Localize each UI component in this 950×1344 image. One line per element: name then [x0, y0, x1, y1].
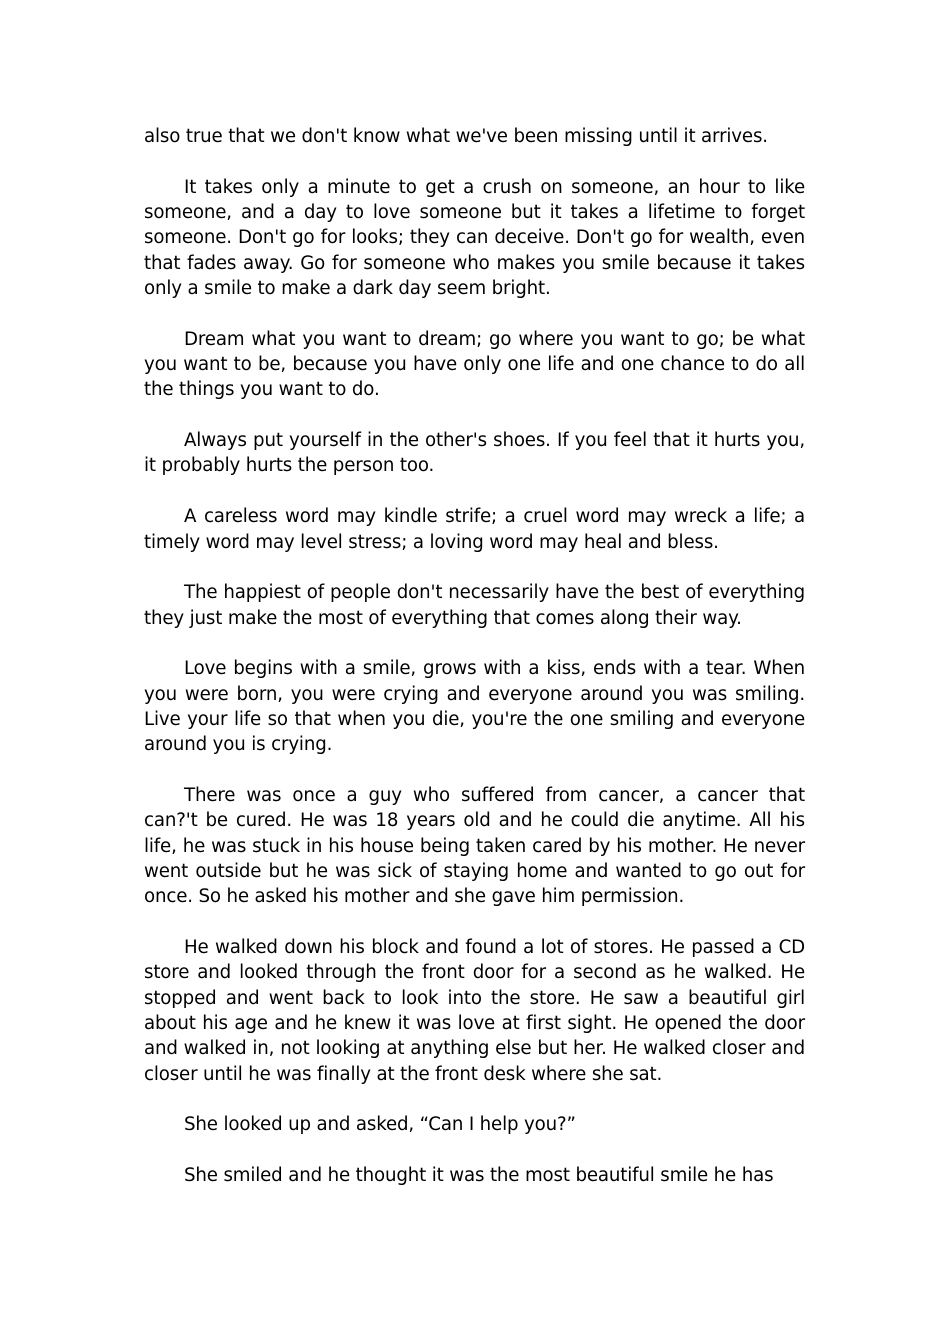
paragraph-shoes: Always put yourself in the other's shoes. If you feel that it hurts you, it probably hurts the person too.: [144, 430, 805, 477]
document-page: [144, 124, 805, 1189]
paragraph-cancer: There was once a guy who suffered from cancer, a cancer that can?'t be cured. He was 18 years old and he could die anytime. All his life, he was stuck in his house being taken cared by his mother. He never went outside but he was sick of staying home and wanted to go out for once. So he asked his mother and she gave him permission.: [144, 785, 805, 908]
paragraph-crush: It takes only a minute to get a crush on someone, an hour to like someone, and a day to love someone but it takes a lifetime to forget someone. Don't go for looks; they can deceive. Don't go for wealth, even that fades away. Go for someone who makes you smile because it takes only a smile to make a dark day seem bright.: [144, 176, 805, 299]
paragraph-cd-store: He walked down his block and found a lot of stores. He passed a CD store and looked through the front door for a second as he walked. He stopped and went back to look into the store. He saw a beautiful girl about his age and he knew it was love at first sight. He opened the door and walked in, not looking at anything else but her. He walked closer and closer until he was finally at the front desk where she sat.: [144, 937, 805, 1085]
paragraph-love-begins: Love begins with a smile, grows with a kiss, ends with a tear. When you were born, you were crying and everyone around you was smiling. Live your life so that when you die, you're the one smiling and everyone around you is crying.: [144, 658, 805, 756]
paragraph-smile: She smiled and he thought it was the most beautiful smile he has: [184, 1165, 774, 1187]
paragraph-happiest: The happiest of people don't necessarily have the best of everything they just make the most of everything that comes along their way.: [144, 582, 805, 629]
paragraph-dream: Dream what you want to dream; go where you want to go; be what you want to be, because you have only one life and one chance to do all the things you want to do.: [144, 328, 805, 401]
paragraph-continuation: also true that we don't know what we've been missing until it arrives.: [144, 126, 768, 147]
paragraph-can-i-help: She looked up and asked, “Can I help you?”: [184, 1114, 576, 1136]
paragraph-careless-word: A careless word may kindle strife; a cruel word may wreck a life; a timely word may level stress; a loving word may heal and bless.: [144, 506, 805, 553]
